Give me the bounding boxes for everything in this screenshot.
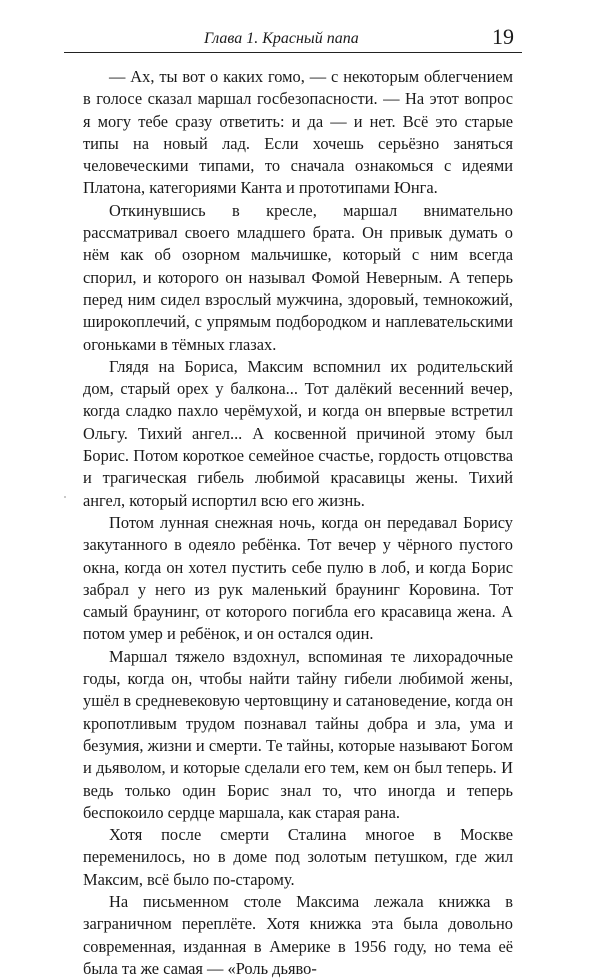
- paragraph: Потом лунная снежная ночь, когда он передавал Борису закутанного в одеяло ребёнка. Тот вечер у чёрного пустого окна, когда он хотел пустить себе пулю в лоб, и когда Борис забрал у него из рук маленький браунинг Коровина. Тот самый браунинг, от которого погибла его красавица жена. А потом умер и ребёнок, и он остался один.: [83, 512, 513, 644]
- running-title: Глава 1. Красный папа: [204, 30, 359, 47]
- page-header: [64, 26, 522, 53]
- body-text: [83, 66, 513, 980]
- page-number: 19: [492, 24, 514, 49]
- paragraph: Хотя после смерти Сталина многое в Москве переменилось, но в доме под золотым петушком, где жил Максим, всё было по-старому.: [83, 825, 513, 889]
- margin-dot: [64, 496, 66, 498]
- paragraph: Откинувшись в кресле, маршал внимательно рассматривал своего младшего брата. Он привык думать о нём как об озорном мальчишке, который с ним всегда спорил, и которого он называл Фомой Неверным. А теперь перед ним сидел взрослый мужчина, здоровый, темнокожий, широкоплечий, с упрямым подбородком и наплевательскими огоньками в тёмных глазах.: [83, 200, 513, 354]
- paragraph: — Ах, ты вот о каких гомо, — с некоторым облегчением в голосе сказал маршал госбезопасности. — На этот вопрос я могу тебе сразу ответить: и да — и нет. Всё это старые типы на новый лад. Если хочешь серьёзно заняться человеческими типами, то сначала ознакомься с идеями Платона, категориями Канта и прототипами Юнга.: [83, 67, 513, 198]
- paragraph: Глядя на Бориса, Максим вспомнил их родительский дом, старый орех у балкона... Тот далёкий весенний вечер, когда сладко пахло черёмухой, и когда он впервые встретил Ольгу. Тихий ангел... А косвенной причиной этому был Борис. Потом короткое семейное счастье, гордость отцовства и трагическая гибель любимой красавицы жены. Тихий ангел, который испортил всю его жизнь.: [83, 356, 513, 510]
- paragraph: Маршал тяжело вздохнул, вспоминая те лихорадочные годы, когда он, чтобы найти тайну гибели любимой жены, ушёл в средневековую чертовщину и сатановедение, когда он кропотливым трудом познавал тайны добра и зла, ума и безумия, жизни и смерти. Те тайны, которые называют Богом и дьяволом, и которые сделали его тем, кем он был теперь. И ведь только один Борис знал то, что иногда и теперь беспокоило сердце маршала, как старая рана.: [83, 646, 513, 822]
- paragraph: На письменном столе Максима лежала книжка в заграничном переплёте. Хотя книжка эта была довольно современная, изданная в Америке в 1956 году, но тема её была та же самая — «Роль дьяво-: [83, 891, 513, 978]
